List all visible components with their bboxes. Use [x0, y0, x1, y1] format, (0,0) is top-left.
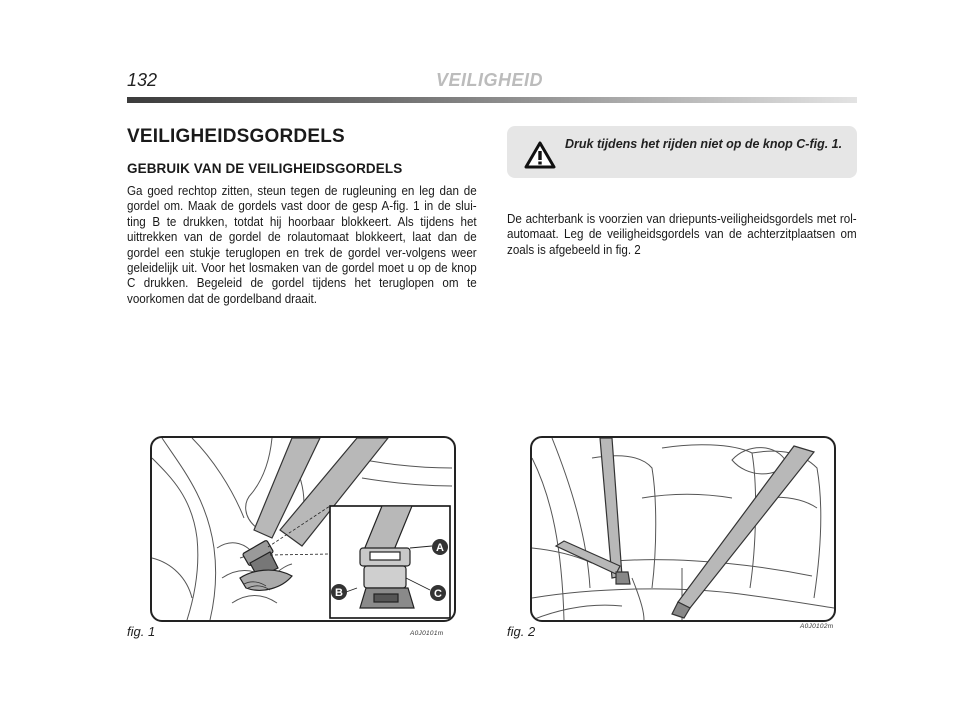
- usage-paragraph: Ga goed rechtop zitten, steun tegen de rugleuning en leg dan de gordel om. Maak de gordels vast door de gesp A-fig. 1 in de slui-ting B te drukken, totdat hij hoorbaar blokkeert. Als tijdens het uittrekken van de gordel de rolautomaat blokkeert, laat dan de gordel een stukje teruglopen en trek de gordel ver-volgens weer geleidelijk uit. Voor het losmaken van de gordel moet u op de knop C drukken. Begeleid de gordel tijdens het teruglopen om te voorkomen dat de gordelband draait.: [127, 184, 477, 306]
- header-rule: [127, 97, 857, 103]
- label-a: A: [436, 542, 444, 554]
- warning-box: [507, 126, 857, 178]
- subsection-title: GEBRUIK VAN DE VEILIGHEIDSGORDELS: [127, 161, 403, 176]
- figure-1-illustration: [150, 436, 456, 622]
- warning-triangle-icon: [524, 141, 556, 169]
- figure-2-caption: fig. 2: [507, 624, 536, 639]
- figure-1-caption: fig. 1: [127, 624, 156, 639]
- left-column: [127, 126, 477, 307]
- rear-seat-belts-illustration: [532, 438, 834, 620]
- warning-text: Druk tijdens het rijden niet op de knop C-fig. 1.: [565, 137, 843, 151]
- section-title: VEILIGHEIDSGORDELS: [127, 126, 345, 147]
- label-b: B: [335, 587, 343, 599]
- figure-2-code: A0J0102m: [800, 623, 834, 630]
- figure-2-illustration: [530, 436, 836, 622]
- seatbelt-buckle-illustration: [152, 438, 454, 620]
- page-number: 132: [127, 70, 158, 90]
- rear-seat-paragraph: De achterbank is voorzien van driepunts-veiligheidsgordels met rol-automaat. Leg de veiligheidsgordels van de achterzitplaatsen om zoals is afgebeeld in fig. 2: [507, 212, 857, 257]
- section-header: VEILIGHEID: [436, 70, 544, 90]
- label-c: C: [434, 588, 442, 600]
- figure-1-code: A0J0101m: [410, 630, 444, 637]
